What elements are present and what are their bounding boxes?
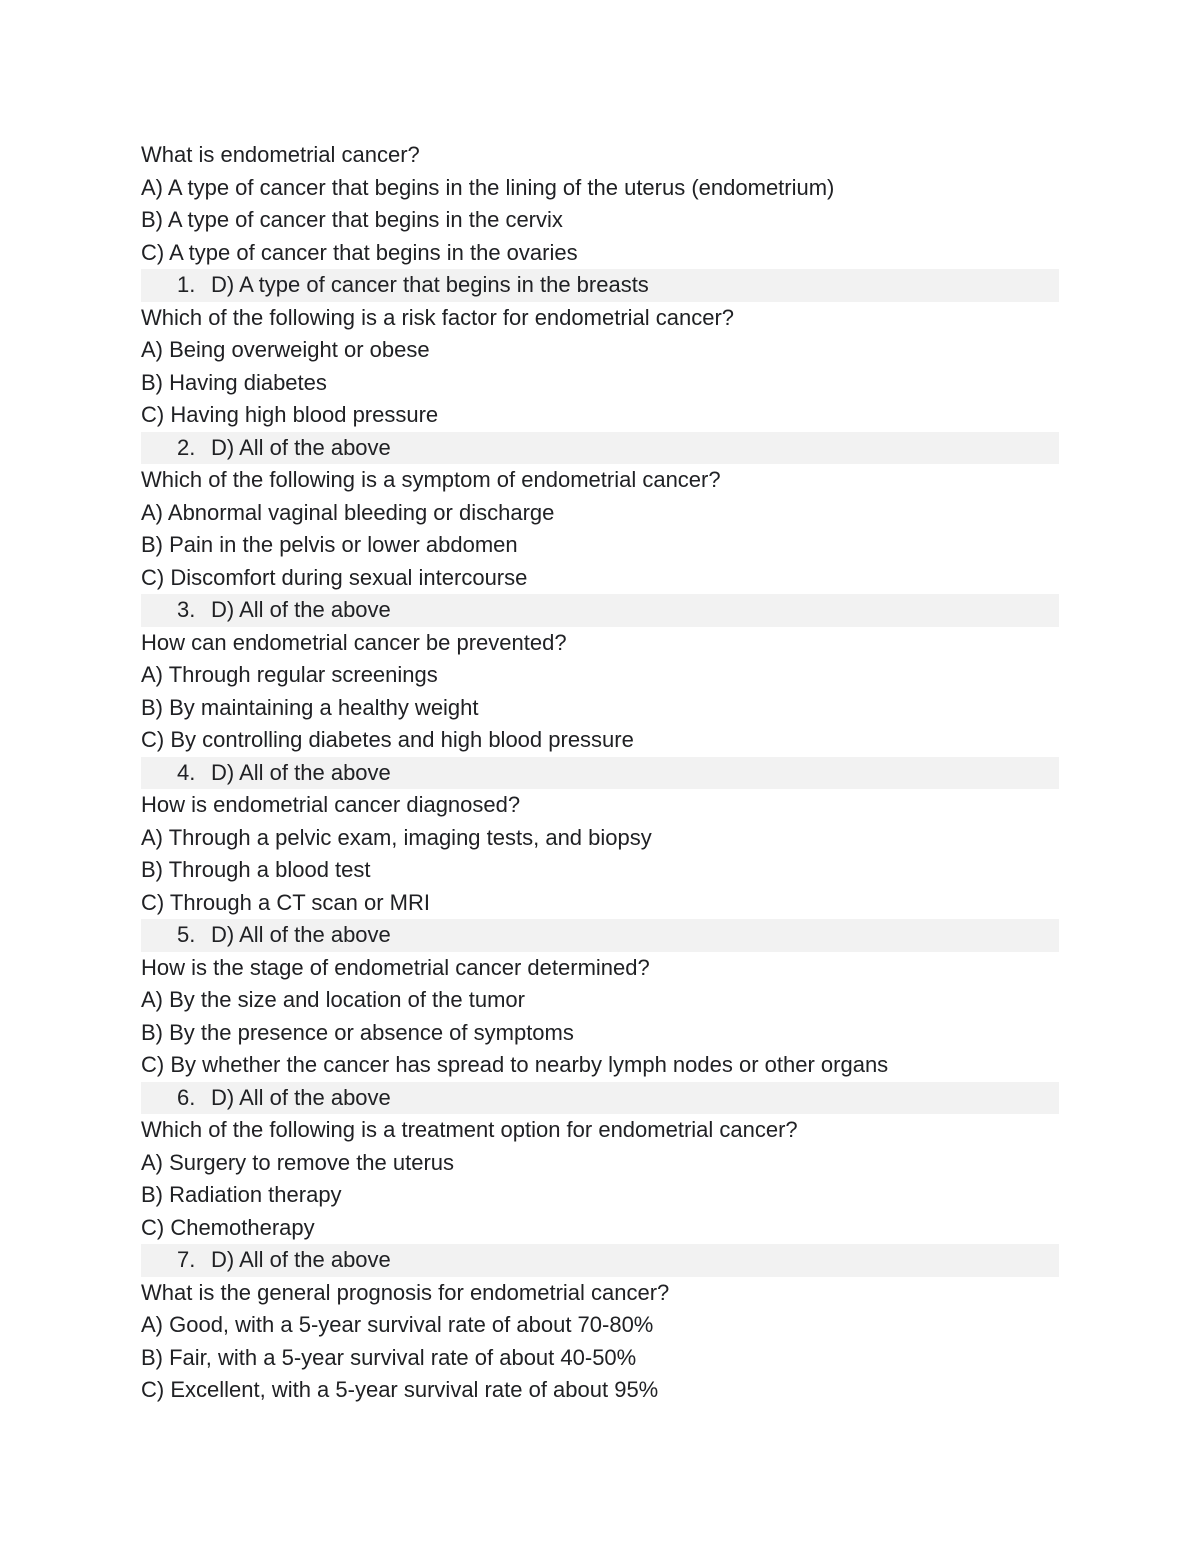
question-block xyxy=(141,464,1059,627)
question-block xyxy=(141,952,1059,1115)
option-b: B) By maintaining a healthy weight xyxy=(141,694,479,720)
question-text: What is the general prognosis for endometrial cancer? xyxy=(141,1279,670,1305)
answer-number: 5. xyxy=(177,922,196,947)
answer-text: D) A type of cancer that begins in the breasts xyxy=(211,272,649,297)
option-a: A) A type of cancer that begins in the lining of the uterus (endometrium) xyxy=(141,174,835,200)
question-block xyxy=(141,627,1059,790)
option-b: B) Fair, with a 5-year survival rate of about 40-50% xyxy=(141,1344,637,1370)
question-text: How can endometrial cancer be prevented? xyxy=(141,629,567,655)
answer-list-item xyxy=(141,757,1059,790)
option-a: A) Through regular screenings xyxy=(141,662,438,687)
answer-list-item xyxy=(141,594,1059,627)
option-a: A) Good, with a 5-year survival rate of about 70-80% xyxy=(141,1312,654,1337)
option-c: C) Through a CT scan or MRI xyxy=(141,889,430,915)
option-c: C) Excellent, with a 5-year survival rate of about 95% xyxy=(141,1377,659,1402)
answer-text: D) All of the above xyxy=(211,434,391,460)
answer-number: 2. xyxy=(177,434,196,460)
question-block xyxy=(141,1277,1059,1407)
question-block xyxy=(141,139,1059,302)
option-b: B) Through a blood test xyxy=(141,857,371,882)
document-body xyxy=(141,139,1059,1407)
answer-text: D) All of the above xyxy=(211,597,391,622)
answer-list-item xyxy=(141,1082,1059,1115)
question-block xyxy=(141,302,1059,465)
question-text: Which of the following is a symptom of endometrial cancer? xyxy=(141,467,721,492)
option-c: C) Chemotherapy xyxy=(141,1214,315,1240)
answer-number: 4. xyxy=(177,759,196,785)
option-b: B) By the presence or absence of symptoms xyxy=(141,1019,574,1045)
question-text: How is endometrial cancer diagnosed? xyxy=(141,792,521,817)
answer-text: D) All of the above xyxy=(211,922,391,947)
option-c: C) Discomfort during sexual intercourse xyxy=(141,564,528,590)
answer-list-item xyxy=(141,919,1059,952)
answer-list-item xyxy=(141,1244,1059,1277)
question-text: What is endometrial cancer? xyxy=(141,142,420,167)
answer-list-item xyxy=(141,432,1059,465)
option-c: C) Having high blood pressure xyxy=(141,402,439,427)
question-text: How is the stage of endometrial cancer determined? xyxy=(141,954,650,980)
option-a: A) Abnormal vaginal bleeding or discharge xyxy=(141,499,555,525)
option-c: C) By controlling diabetes and high blood pressure xyxy=(141,727,634,752)
question-text: Which of the following is a risk factor for endometrial cancer? xyxy=(141,304,735,330)
option-a: A) By the size and location of the tumor xyxy=(141,987,525,1012)
option-b: B) A type of cancer that begins in the cervix xyxy=(141,207,563,232)
answer-text: D) All of the above xyxy=(211,1084,391,1110)
option-a: A) Surgery to remove the uterus xyxy=(141,1149,455,1175)
answer-text: D) All of the above xyxy=(211,1247,391,1272)
answer-number: 1. xyxy=(177,272,196,297)
question-block xyxy=(141,1114,1059,1277)
answer-number: 3. xyxy=(177,597,196,622)
option-b: B) Having diabetes xyxy=(141,369,327,395)
answer-text: D) All of the above xyxy=(211,759,391,785)
option-a: A) Being overweight or obese xyxy=(141,337,430,362)
option-a: A) Through a pelvic exam, imaging tests, and biopsy xyxy=(141,824,652,850)
answer-number: 6. xyxy=(177,1084,196,1110)
question-text: Which of the following is a treatment option for endometrial cancer? xyxy=(141,1117,798,1142)
option-c: C) A type of cancer that begins in the ovaries xyxy=(141,239,578,265)
question-block xyxy=(141,789,1059,952)
option-b: B) Pain in the pelvis or lower abdomen xyxy=(141,532,518,557)
answer-number: 7. xyxy=(177,1247,196,1272)
option-c: C) By whether the cancer has spread to nearby lymph nodes or other organs xyxy=(141,1052,889,1077)
option-b: B) Radiation therapy xyxy=(141,1182,342,1207)
answer-list-item xyxy=(141,269,1059,302)
